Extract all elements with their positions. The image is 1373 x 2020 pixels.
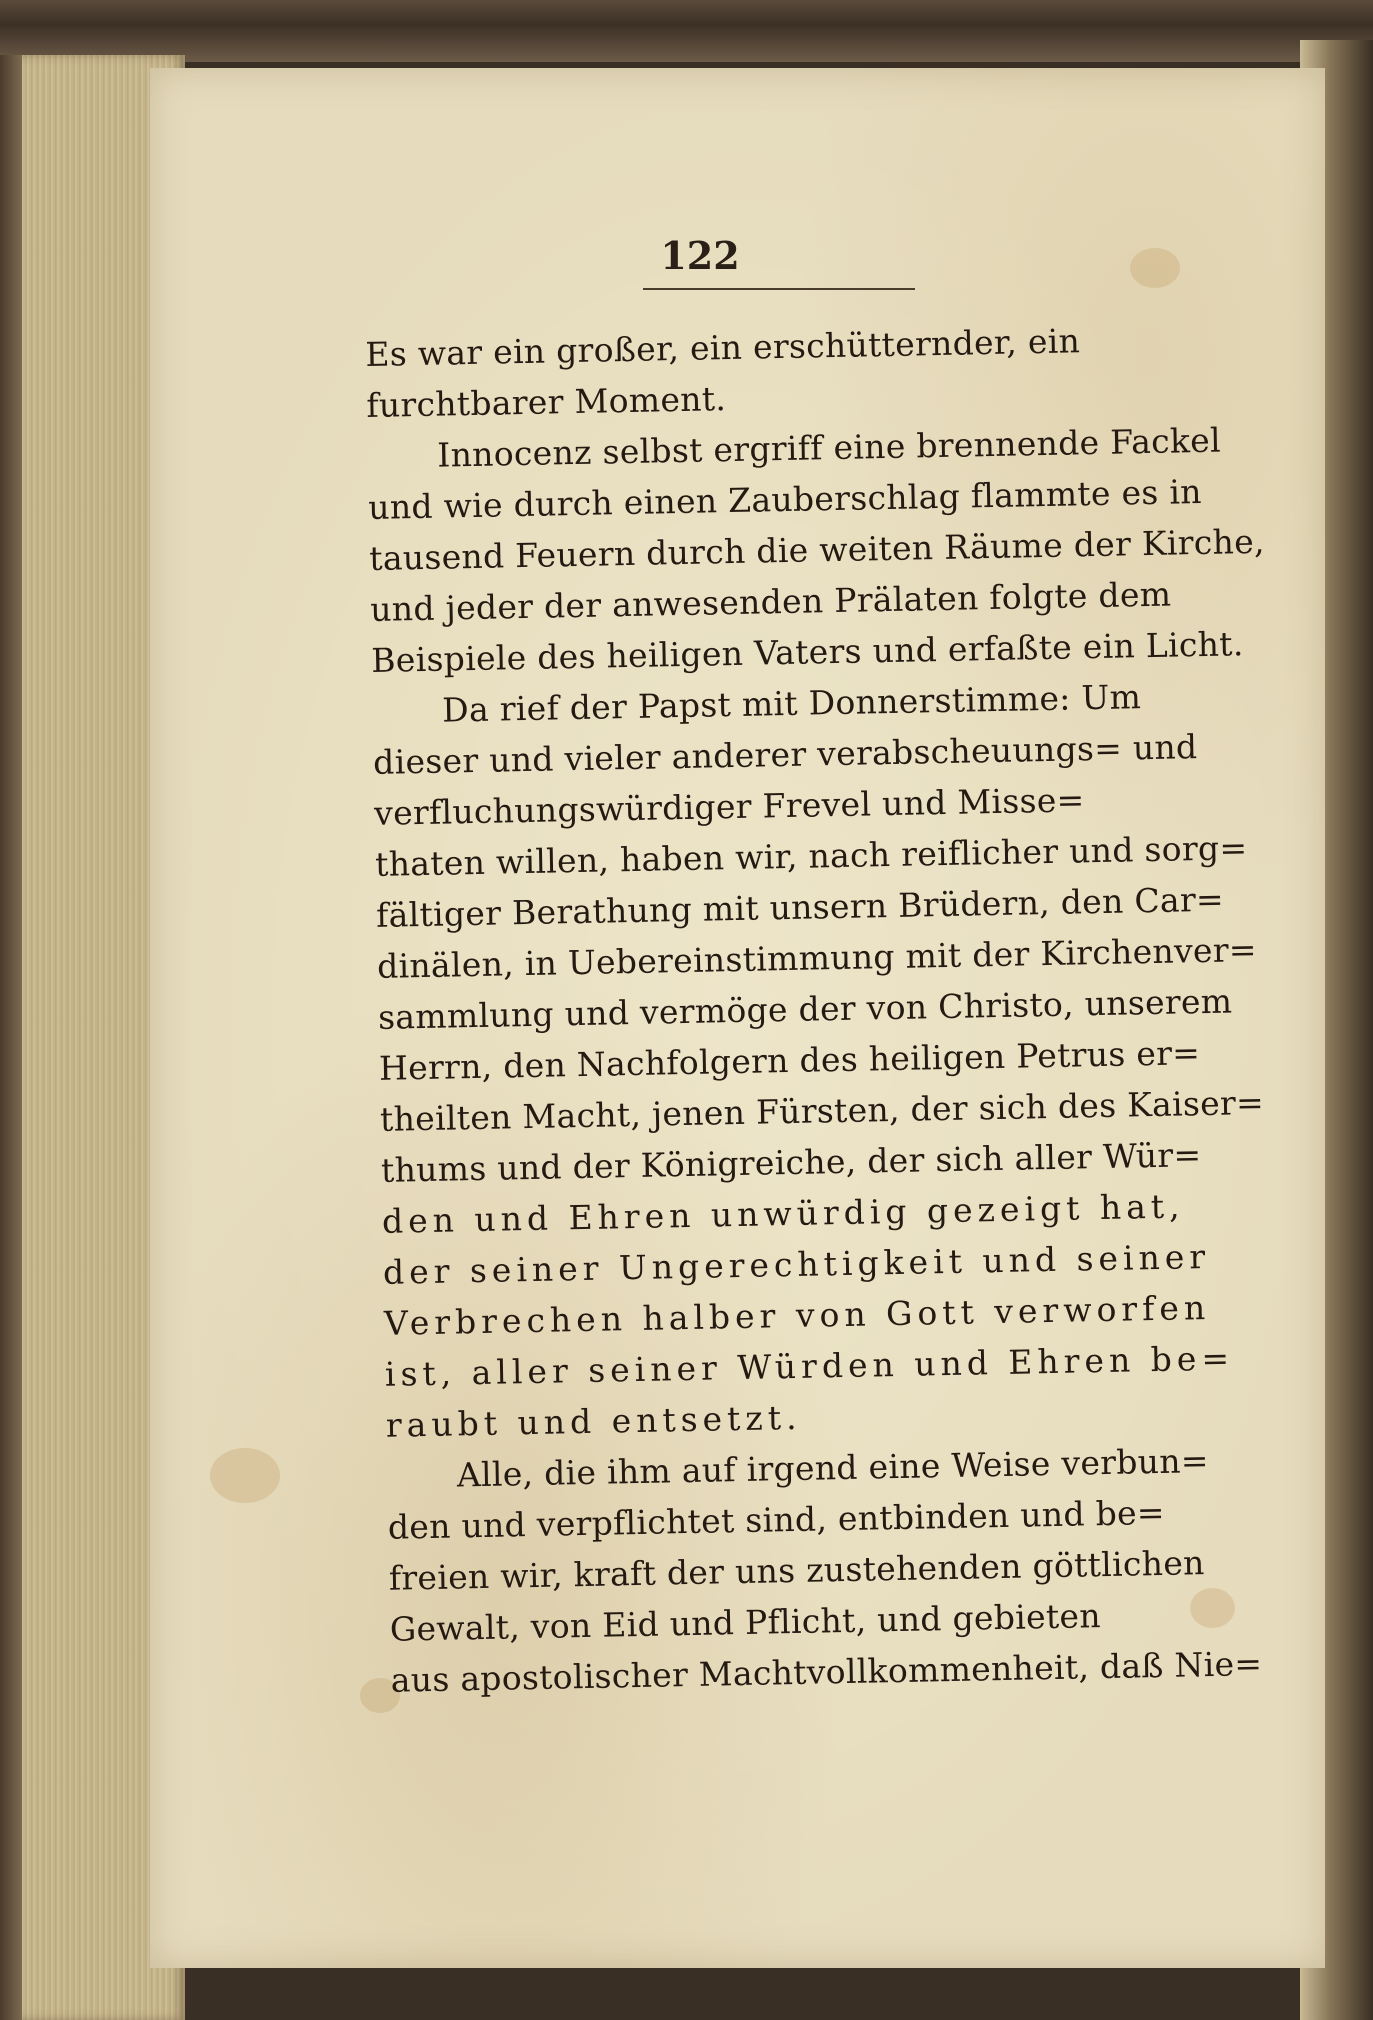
text-line: raubt und entsetzt. — [385, 1397, 802, 1445]
text-line: und wie durch einen Zauberschlag flammte es in — [367, 471, 1203, 527]
text-line: furchtbarer Moment. — [365, 379, 727, 425]
text-line: verfluchungswürdiger Frevel und Misse= — [373, 780, 1085, 833]
text-line: Verbrechen halber von Gott verworfen — [383, 1287, 1211, 1343]
text-line: freien wir, kraft der uns zustehenden göttlichen — [388, 1543, 1205, 1598]
text-line: tausend Feuern durch die weiten Räume der Kirche, — [368, 521, 1266, 578]
text-line: Gewalt, von Eid und Pflicht, und gebieten — [389, 1596, 1102, 1649]
text-line: Da rief der Papst mit Donnerstimme: Um — [441, 677, 1142, 730]
text-line: und jeder der anwesenden Prälaten folgte dem — [369, 574, 1172, 629]
body-text — [365, 318, 1271, 1712]
text-line: den und verpflichtet sind, entbinden und be= — [387, 1492, 1166, 1547]
text-line: dinälen, in Uebereinstimmung mit der Kirchenver= — [376, 929, 1258, 986]
text-line: Es war ein großer, ein erschütternder, ein — [365, 321, 1081, 374]
text-line: Alle, die ihm auf irgend eine Weise verbun= — [456, 1441, 1210, 1495]
book-cover-top — [0, 0, 1373, 62]
book-cover-edge — [0, 55, 22, 2020]
text-line: dieser und vieler anderer verabscheuungs= und — [372, 727, 1198, 782]
text-line: ist, aller seiner Würden und Ehren be= — [384, 1338, 1235, 1394]
text-line: fältiger Berathung mit unsern Brüdern, den Car= — [375, 879, 1225, 935]
text-line: thums und der Königreiche, der sich aller Wür= — [380, 1135, 1202, 1190]
text-line: aus apostolischer Machtvollkommenheit, daß Nie= — [390, 1644, 1263, 1700]
foxing-spot — [1130, 248, 1180, 288]
text-line: theilten Macht, jenen Fürsten, der sich des Kaiser= — [379, 1082, 1265, 1139]
page-number: 122 — [660, 233, 740, 278]
foxing-spot — [210, 1448, 280, 1503]
header-rule — [643, 288, 915, 290]
text-line: sammlung und vermöge der von Christo, unserem — [377, 981, 1233, 1037]
text-line: Herrn, den Nachfolgern des heiligen Petrus er= — [378, 1033, 1201, 1088]
text-line: thaten willen, haben wir, nach reiflicher und sorg= — [374, 828, 1248, 884]
text-line: den und Ehren unwürdig gezeigt hat, — [381, 1186, 1185, 1241]
text-line: Beispiele des heiligen Vaters und erfaßte ein Licht. — [370, 624, 1244, 680]
text-line: Innocenz selbst ergriff eine brennende Fackel — [436, 420, 1222, 475]
text-line: der seiner Ungerechtigkeit und seiner — [382, 1236, 1211, 1292]
